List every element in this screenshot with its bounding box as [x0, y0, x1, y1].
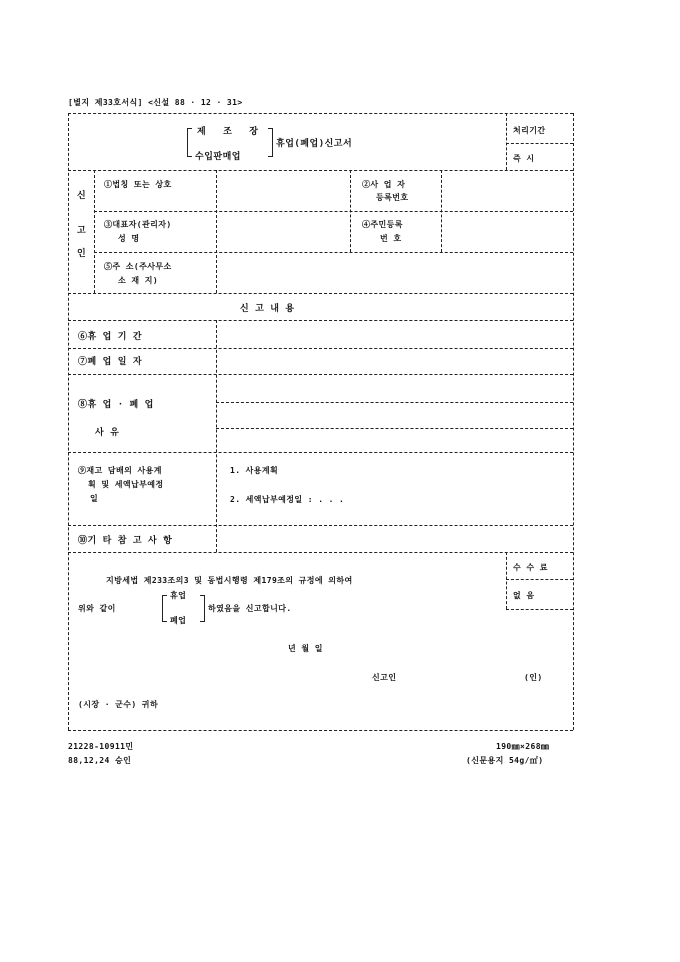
- fee-box-bottom: [506, 609, 573, 610]
- rows-divider: [216, 320, 217, 552]
- title-option-manufacturer: 제 조 장: [197, 127, 264, 137]
- processing-mid-line: [506, 143, 573, 144]
- declaration-option-suspend: 휴업: [170, 591, 187, 600]
- processing-value: 즉 시: [513, 154, 535, 163]
- line-applicant-top: [68, 170, 573, 171]
- row-tobacco-plan-label-1: ⑨재고 담배의 사용계: [78, 466, 162, 475]
- line-report-bottom: [68, 320, 573, 321]
- report-section-title: 신 고 내 용: [240, 304, 295, 314]
- row-reason-label-1: ⑧휴 업 · 폐 업: [78, 400, 154, 410]
- footer-paper: (신문용지 54g/㎡): [466, 756, 544, 765]
- form-title: 휴업(폐업)신고서: [276, 139, 353, 149]
- applicant-section-label-1: 신: [77, 191, 87, 201]
- field-business-no-label-1: ②사 업 자: [362, 180, 406, 189]
- field-resident-no-value[interactable]: [445, 215, 569, 248]
- declaration-bracket-left: [162, 595, 167, 622]
- fee-box-left: [506, 552, 507, 609]
- row-suspension-period-value[interactable]: [220, 323, 569, 345]
- field-address-label-2: 소 재 지): [118, 276, 159, 285]
- field-business-name-value[interactable]: [220, 174, 346, 207]
- recipient-line: (시장 · 군수) 귀하: [78, 700, 159, 709]
- footer-code: 21228-10911민: [68, 742, 134, 751]
- field-representative-label-1: ③대표자(관리자): [104, 220, 172, 229]
- field-business-name-label: ①법칭 또는 상호: [104, 180, 172, 189]
- title-bracket-right: [268, 128, 273, 157]
- row-closure-date-label: ⑦폐 업 일 자: [78, 357, 143, 367]
- frame-left: [68, 113, 69, 730]
- field-resident-no-label-2: 번 호: [380, 234, 402, 243]
- title-option-importer: 수입판매업: [195, 152, 241, 162]
- footer-approval: 88,12,24 승인: [68, 756, 132, 765]
- line-row-10: [68, 552, 573, 553]
- line-row-7: [68, 374, 573, 375]
- field-representative-label-2: 성 명: [118, 234, 140, 243]
- frame-bottom: [68, 730, 573, 731]
- applicant-section-label-3: 인: [77, 249, 87, 259]
- row-reason-label-2: 사 유: [95, 428, 120, 438]
- field-address-label-1: ⑤주 소(주사무소: [104, 262, 172, 271]
- frame-right: [573, 113, 574, 730]
- declaration-line-2-post: 하였음을 신고합니다.: [208, 604, 292, 613]
- form-number: [별지 제33호서식] <신설 88 · 12 · 31>: [68, 98, 243, 107]
- processing-label: 처리기간: [513, 126, 546, 135]
- row-suspension-period-label: ⑥휴 업 기 간: [78, 332, 143, 342]
- applicant-section-label-2: 고: [77, 226, 87, 236]
- row-other-notes-label: ⑩기 타 참 고 사 항: [78, 536, 173, 546]
- declaration-bracket-right: [200, 595, 205, 622]
- declaration-line-1: 지방세법 제233조의3 및 동법시행령 제179조의 규정에 의하여: [106, 576, 353, 585]
- fee-value: 없 음: [513, 591, 535, 600]
- row-closure-date-value[interactable]: [220, 351, 569, 371]
- line-row-8: [68, 452, 573, 453]
- applicant-field-divider: [216, 170, 217, 293]
- row-tobacco-plan-label-2: 획 및 세액납부예정: [88, 480, 164, 489]
- line-row-6: [68, 348, 573, 349]
- applicant-label-divider: [94, 170, 95, 293]
- declaration-line-2-pre: 위와 같이: [78, 604, 116, 613]
- declaration-date[interactable]: 년 월 일: [288, 644, 323, 653]
- line-report-top: [68, 293, 573, 294]
- row-tobacco-plan-label-3: 일: [90, 494, 99, 503]
- footer-size: 190㎜×268㎜: [496, 742, 550, 751]
- seal-mark: (인): [524, 673, 543, 682]
- field-resident-no-label-1: ④주민등록: [362, 220, 403, 229]
- field-business-no-label-2: 등록번호: [376, 193, 409, 202]
- row-reason-value[interactable]: [220, 377, 569, 449]
- fee-box-mid: [506, 579, 573, 580]
- field-representative-value[interactable]: [220, 215, 346, 248]
- row-usage-plan[interactable]: 1. 사용계획: [230, 466, 279, 475]
- reporter-label: 신고인: [372, 673, 397, 682]
- row-other-notes-value[interactable]: [220, 528, 569, 548]
- title-bracket-left: [187, 128, 192, 157]
- fee-label: 수 수 료: [513, 563, 548, 572]
- line-applicant-2: [94, 252, 573, 253]
- frame-top: [68, 113, 573, 114]
- row-tax-payment-date[interactable]: 2. 세액납부예정일 : . . .: [230, 495, 345, 504]
- line-applicant-1: [94, 211, 573, 212]
- field-business-no-value[interactable]: [445, 174, 569, 207]
- declaration-option-close: 폐업: [170, 616, 187, 625]
- line-row-9: [68, 525, 573, 526]
- field-address-value[interactable]: [220, 256, 569, 289]
- processing-divider: [506, 113, 507, 170]
